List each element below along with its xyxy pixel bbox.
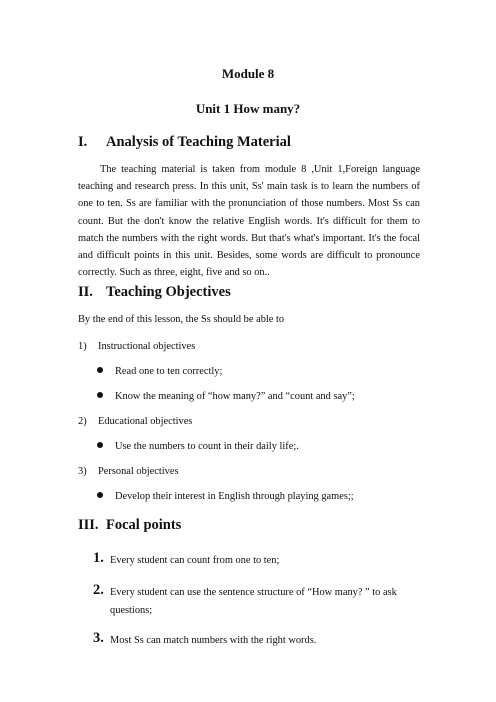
section-number: I. — [78, 134, 88, 150]
bullet-icon — [97, 492, 103, 498]
objective-number: 1) — [78, 341, 87, 352]
section-title: Analysis of Teaching Material — [106, 134, 291, 150]
objective-category — [78, 416, 192, 427]
bullet-icon — [97, 367, 103, 373]
focal-point-item — [93, 552, 423, 570]
bullet-icon — [97, 442, 103, 448]
objective-number: 2) — [78, 416, 87, 427]
objective-bullet-text: Develop their interest in English through playing games;; — [115, 491, 354, 502]
objective-label: Instructional objectives — [98, 341, 196, 352]
objective-number: 3) — [78, 466, 87, 477]
focal-point-number: 3. — [93, 630, 104, 646]
focal-point-item — [93, 632, 423, 650]
objective-label: Personal objectives — [98, 466, 179, 477]
objective-category — [78, 466, 179, 477]
unit-title: Unit 1 How many? — [195, 101, 301, 116]
objective-bullet-text: Read one to ten correctly; — [115, 366, 223, 377]
objective-bullet-text: Know the meaning of “how many?” and “count and say”; — [115, 391, 355, 402]
objective-bullet — [97, 491, 354, 502]
objective-category — [78, 341, 195, 352]
objectives-intro: By the end of this lesson, the Ss should be able to — [78, 314, 285, 325]
objective-bullet — [97, 391, 355, 402]
focal-point-number: 2. — [93, 582, 104, 598]
section-heading-analysis — [78, 134, 291, 151]
objective-bullet — [97, 366, 222, 377]
section-number: II. — [78, 284, 93, 300]
focal-point-text: Most Ss can match numbers with the right words. — [110, 635, 317, 646]
focal-point-text: Every student can use the sentence structure of “How many? ” to ask questions; — [110, 587, 397, 616]
section-title: Teaching Objectives — [106, 284, 231, 300]
section-heading-objectives — [78, 284, 231, 301]
bullet-icon — [97, 392, 103, 398]
section-number: III. — [78, 517, 99, 533]
analysis-paragraph: The teaching material is taken from module 8 ,Unit 1,Foreign language teaching and research press. In this unit, Ss' main task is to learn the numbers of one to ten. Ss are familiar with the pronunciation of those numbers. Most Ss can count. But the don't know the relative English words. It's difficult for them to match the numbers with the right words. But that's what's important. It's the focal and difficult points in this unit. Besides, some words are difficult to pronounce correctly. Such as three, eight, five and so on.. — [78, 164, 420, 279]
focal-point-item — [93, 584, 423, 620]
focal-point-text: Every student can count from one to ten; — [110, 555, 280, 566]
focal-point-number: 1. — [93, 550, 104, 566]
section-title: Focal points — [106, 517, 182, 533]
section-heading-focal-points — [78, 517, 181, 534]
objective-label: Educational objectives — [98, 416, 193, 427]
objective-bullet-text: Use the numbers to count in their daily life;. — [115, 441, 299, 452]
objective-bullet — [97, 441, 299, 452]
module-title: Module 8 — [221, 66, 275, 81]
